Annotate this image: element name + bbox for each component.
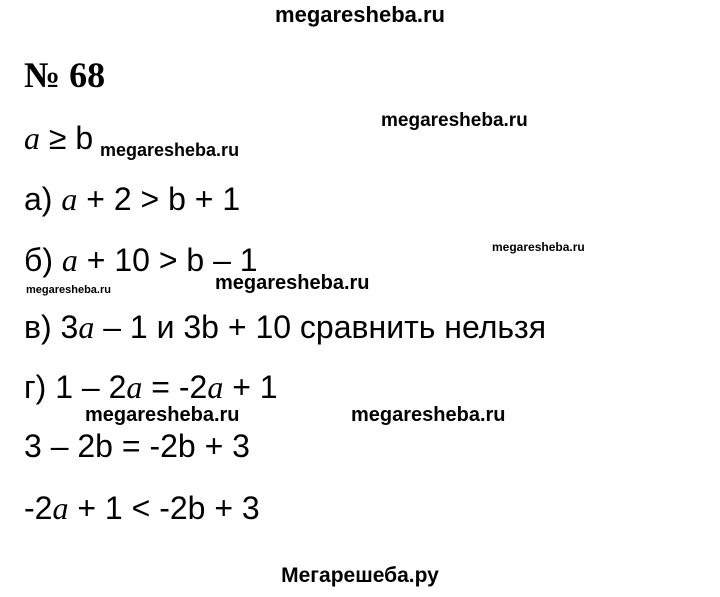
watermark: megaresheba.ru [26, 284, 111, 296]
watermark-bottom: Мегарешеба.ру [281, 564, 439, 587]
variable-a: a [52, 490, 69, 526]
variable-a: a [61, 242, 78, 278]
watermark: megaresheba.ru [215, 272, 370, 294]
problem-number: № 68 [24, 55, 106, 95]
watermark: megaresheba.ru [492, 240, 585, 254]
answer-line-v: в) 3a – 1 и 3b + 10 сравнить нельзя [24, 309, 547, 345]
answer-line-a: а) a + 2 > b + 1 [24, 181, 241, 217]
watermark: megaresheba.ru [100, 140, 240, 160]
variable-a: a [78, 309, 95, 345]
variable-a: a [24, 120, 40, 156]
variable-a: a [126, 369, 143, 405]
variable-a: a [207, 369, 224, 405]
answer-line-g: г) 1 – 2a = -2a + 1 [24, 369, 278, 405]
watermark: megaresheba.ru [381, 110, 528, 131]
watermark-top: megaresheba.ru [275, 2, 445, 27]
answer-line-b: б) a + 10 > b – 1 [24, 242, 258, 278]
watermark: megaresheba.ru [351, 404, 506, 426]
variable-a: a [61, 181, 78, 217]
answer-line-g-3: -2a + 1 < -2b + 3 [24, 490, 260, 526]
condition-line: a ≥ b [24, 120, 94, 156]
answer-line-g-2: 3 – 2b = -2b + 3 [24, 428, 250, 464]
watermark: megaresheba.ru [85, 404, 240, 426]
